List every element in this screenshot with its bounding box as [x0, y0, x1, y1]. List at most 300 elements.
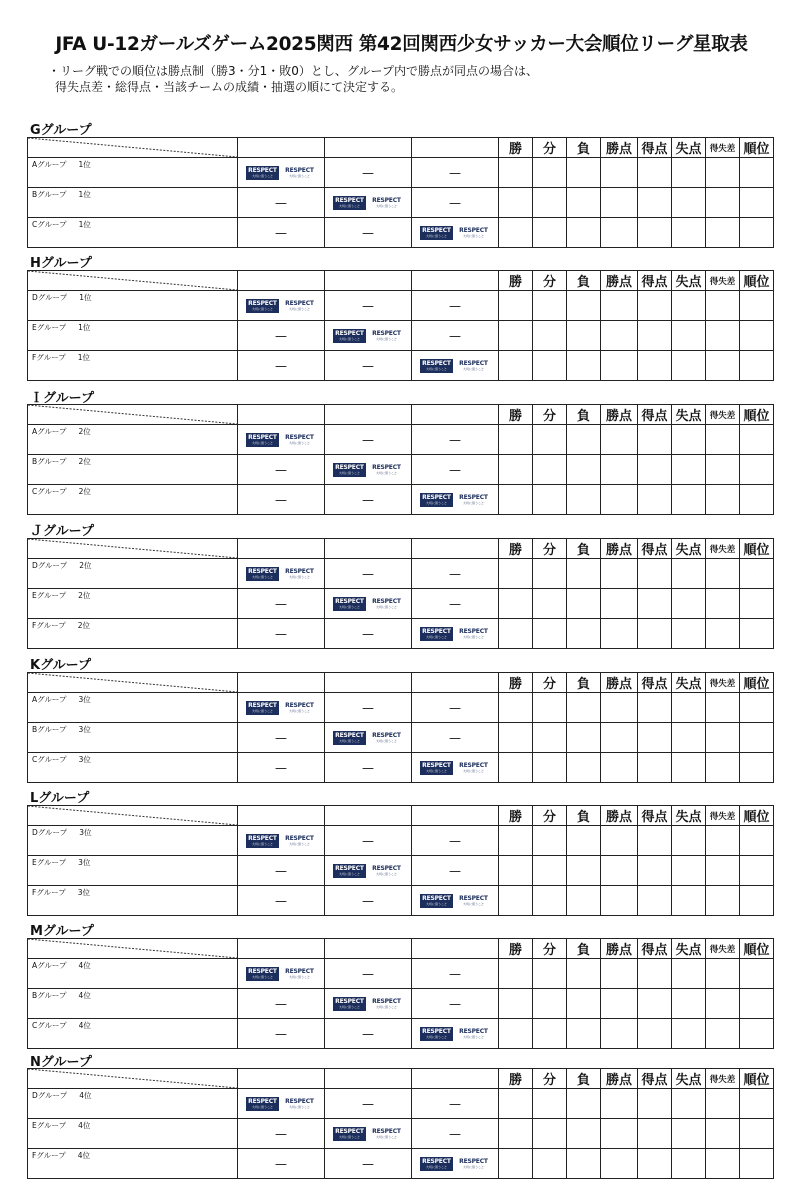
stat-cell[interactable]: [567, 291, 601, 321]
stat-cell[interactable]: [533, 693, 567, 723]
respect-logo-light: [457, 627, 490, 641]
stat-cell[interactable]: [638, 218, 672, 248]
stat-cell[interactable]: [499, 351, 533, 381]
stat-cell[interactable]: [706, 291, 740, 321]
respect-logos: [412, 493, 498, 507]
stat-cell[interactable]: [567, 188, 601, 218]
stat-cell[interactable]: [638, 559, 672, 589]
opponent-header-cell: [238, 271, 325, 291]
stat-header: 順位: [740, 405, 774, 425]
stat-cell[interactable]: [706, 693, 740, 723]
stat-cell[interactable]: [740, 989, 774, 1019]
match-result-cell: —: [238, 856, 325, 886]
stat-cell[interactable]: [638, 1119, 672, 1149]
stat-cell[interactable]: [601, 351, 638, 381]
match-result-cell: —: [325, 425, 412, 455]
stat-cell[interactable]: [533, 425, 567, 455]
stat-cell[interactable]: [601, 753, 638, 783]
respect-logo-dark: [333, 997, 366, 1011]
match-result-cell: —: [238, 886, 325, 916]
stat-cell[interactable]: [601, 485, 638, 515]
respect-logos: [238, 701, 324, 715]
stat-cell[interactable]: [533, 1019, 567, 1049]
stat-cell[interactable]: [672, 589, 706, 619]
stat-cell[interactable]: [740, 753, 774, 783]
self-match-cell: [238, 559, 325, 589]
stat-cell[interactable]: [740, 455, 774, 485]
stat-cell[interactable]: [567, 158, 601, 188]
stat-cell[interactable]: [672, 425, 706, 455]
table-row: [28, 723, 774, 753]
self-match-cell: [238, 693, 325, 723]
stat-cell[interactable]: [706, 351, 740, 381]
stat-cell[interactable]: [740, 826, 774, 856]
logo-subtext: 大切に思うこと: [462, 1034, 484, 1039]
stat-cell[interactable]: [499, 218, 533, 248]
match-result-cell: —: [325, 1019, 412, 1049]
diagonal-corner-cell: [28, 271, 238, 291]
stat-cell[interactable]: [638, 485, 672, 515]
stat-cell[interactable]: [567, 693, 601, 723]
stat-cell[interactable]: [567, 989, 601, 1019]
stat-cell[interactable]: [601, 1019, 638, 1049]
stat-cell[interactable]: [672, 989, 706, 1019]
stat-cell[interactable]: [499, 693, 533, 723]
stat-cell[interactable]: [499, 1119, 533, 1149]
opponent-header-cell: [325, 1069, 412, 1089]
stat-cell[interactable]: [567, 1149, 601, 1179]
stat-cell[interactable]: [740, 425, 774, 455]
stat-cell[interactable]: [499, 455, 533, 485]
stat-cell[interactable]: [706, 619, 740, 649]
stat-cell[interactable]: [740, 959, 774, 989]
respect-logos: [325, 329, 411, 343]
logo-subtext: 大切に思うこと: [462, 768, 484, 773]
stat-cell[interactable]: [740, 856, 774, 886]
stat-cell[interactable]: [706, 559, 740, 589]
respect-logo-light: [457, 1027, 490, 1041]
respect-logos: [412, 761, 498, 775]
stat-header: 失点: [672, 271, 706, 291]
stat-cell[interactable]: [499, 1089, 533, 1119]
team-group: Cグループ: [32, 220, 67, 229]
stat-cell[interactable]: [706, 485, 740, 515]
logo-subtext: 大切に思うこと: [338, 203, 360, 208]
stat-cell[interactable]: [567, 826, 601, 856]
team-group: Aグループ: [32, 160, 67, 169]
stat-header: 負: [567, 1069, 601, 1089]
team-name: [32, 960, 91, 971]
stat-cell[interactable]: [672, 455, 706, 485]
stat-cell[interactable]: [638, 619, 672, 649]
stat-cell[interactable]: [638, 959, 672, 989]
stat-cell[interactable]: [706, 1119, 740, 1149]
match-result-cell: —: [325, 351, 412, 381]
respect-logo-dark: [420, 1157, 453, 1171]
stat-cell[interactable]: [706, 425, 740, 455]
match-result-cell: —: [412, 321, 499, 351]
stat-cell[interactable]: [740, 218, 774, 248]
stat-cell[interactable]: [638, 826, 672, 856]
stat-cell[interactable]: [672, 959, 706, 989]
team-cell: [28, 321, 238, 351]
table-row: [28, 826, 774, 856]
stat-cell[interactable]: [672, 619, 706, 649]
stat-cell[interactable]: [638, 753, 672, 783]
stat-cell[interactable]: [672, 291, 706, 321]
team-cell: [28, 753, 238, 783]
stat-cell[interactable]: [601, 321, 638, 351]
stat-cell[interactable]: [740, 291, 774, 321]
stat-cell[interactable]: [567, 559, 601, 589]
stat-cell[interactable]: [499, 589, 533, 619]
team-cell: [28, 619, 238, 649]
stat-cell[interactable]: [672, 1149, 706, 1179]
stat-header: 負: [567, 539, 601, 559]
stat-cell[interactable]: [672, 1019, 706, 1049]
logo-subtext: 大切に思うこと: [251, 708, 273, 713]
stat-cell[interactable]: [601, 723, 638, 753]
stat-header: 勝: [499, 673, 533, 693]
table-header-row: [28, 271, 774, 291]
stat-header: 得失差: [706, 405, 740, 425]
logo-text: RESPECT: [285, 701, 314, 709]
stat-cell[interactable]: [601, 291, 638, 321]
team-cell: [28, 886, 238, 916]
stat-cell[interactable]: [601, 218, 638, 248]
stat-cell[interactable]: [672, 1089, 706, 1119]
logo-text: RESPECT: [372, 731, 401, 739]
match-result-cell: —: [325, 886, 412, 916]
team-rank: 2位: [78, 457, 91, 466]
team-cell: [28, 485, 238, 515]
logo-subtext: 大切に思うこと: [462, 634, 484, 639]
stat-cell[interactable]: [567, 886, 601, 916]
stat-cell[interactable]: [567, 589, 601, 619]
respect-logos: [412, 226, 498, 240]
stat-cell[interactable]: [601, 425, 638, 455]
respect-logo-dark: [420, 493, 453, 507]
stat-cell[interactable]: [567, 619, 601, 649]
stat-cell[interactable]: [533, 1119, 567, 1149]
stat-cell[interactable]: [567, 753, 601, 783]
stat-cell[interactable]: [533, 589, 567, 619]
stat-cell[interactable]: [533, 485, 567, 515]
stat-cell[interactable]: [499, 989, 533, 1019]
stat-cell[interactable]: [638, 321, 672, 351]
stat-cell[interactable]: [533, 753, 567, 783]
stat-cell[interactable]: [499, 291, 533, 321]
stat-cell[interactable]: [706, 1149, 740, 1179]
stat-cell[interactable]: [533, 321, 567, 351]
stat-cell[interactable]: [533, 158, 567, 188]
stat-cell[interactable]: [740, 619, 774, 649]
logo-subtext: 大切に思うこと: [375, 604, 397, 609]
team-cell: [28, 1089, 238, 1119]
stat-cell[interactable]: [533, 559, 567, 589]
stat-cell[interactable]: [638, 886, 672, 916]
stat-header: 分: [533, 806, 567, 826]
stat-cell[interactable]: [638, 351, 672, 381]
stat-cell[interactable]: [567, 856, 601, 886]
stat-cell[interactable]: [601, 1149, 638, 1179]
stat-cell[interactable]: [672, 753, 706, 783]
stat-cell[interactable]: [499, 959, 533, 989]
stat-cell[interactable]: [740, 1149, 774, 1179]
stat-cell[interactable]: [740, 559, 774, 589]
stat-cell[interactable]: [601, 959, 638, 989]
stat-cell[interactable]: [499, 1149, 533, 1179]
stat-cell[interactable]: [672, 856, 706, 886]
stat-header: 分: [533, 271, 567, 291]
stat-cell[interactable]: [499, 1019, 533, 1049]
diagonal-corner-cell: [28, 405, 238, 425]
stat-cell[interactable]: [533, 826, 567, 856]
stat-cell[interactable]: [533, 1089, 567, 1119]
self-match-cell: [238, 425, 325, 455]
stat-cell[interactable]: [740, 158, 774, 188]
stat-cell[interactable]: [638, 589, 672, 619]
stat-cell[interactable]: [601, 619, 638, 649]
logo-text: RESPECT: [459, 493, 488, 501]
logo-subtext: 大切に思うこと: [425, 233, 447, 238]
stat-cell[interactable]: [499, 321, 533, 351]
stat-cell[interactable]: [672, 188, 706, 218]
stat-cell[interactable]: [533, 723, 567, 753]
match-result-cell: —: [238, 1149, 325, 1179]
stat-cell[interactable]: [533, 989, 567, 1019]
opponent-header-cell: [238, 673, 325, 693]
stat-cell[interactable]: [740, 188, 774, 218]
logo-subtext: 大切に思うこと: [375, 871, 397, 876]
stat-cell[interactable]: [706, 723, 740, 753]
group-label: Lグループ: [30, 791, 90, 806]
stat-cell[interactable]: [706, 856, 740, 886]
respect-logo-dark: [246, 967, 279, 981]
stat-cell[interactable]: [567, 1119, 601, 1149]
stat-cell[interactable]: [601, 1089, 638, 1119]
stat-cell[interactable]: [533, 959, 567, 989]
stat-cell[interactable]: [638, 158, 672, 188]
stat-cell[interactable]: [672, 826, 706, 856]
logo-text: RESPECT: [335, 463, 364, 471]
respect-logos: [412, 1027, 498, 1041]
stat-cell[interactable]: [567, 218, 601, 248]
table-row: [28, 989, 774, 1019]
respect-logo-light: [370, 997, 403, 1011]
stat-cell[interactable]: [706, 589, 740, 619]
stat-cell[interactable]: [499, 723, 533, 753]
stat-cell[interactable]: [601, 693, 638, 723]
stat-cell[interactable]: [706, 989, 740, 1019]
stat-cell[interactable]: [706, 753, 740, 783]
stat-cell[interactable]: [740, 1089, 774, 1119]
stat-cell[interactable]: [533, 1149, 567, 1179]
self-match-cell: [325, 856, 412, 886]
team-cell: [28, 291, 238, 321]
stat-cell[interactable]: [601, 856, 638, 886]
self-match-cell: [412, 753, 499, 783]
stat-cell[interactable]: [706, 188, 740, 218]
stat-cell[interactable]: [740, 321, 774, 351]
stat-cell[interactable]: [638, 455, 672, 485]
opponent-header-cell: [325, 405, 412, 425]
stat-cell[interactable]: [672, 321, 706, 351]
stat-cell[interactable]: [740, 723, 774, 753]
stat-cell[interactable]: [706, 826, 740, 856]
team-cell: [28, 351, 238, 381]
team-name: [32, 857, 90, 868]
stat-cell[interactable]: [567, 321, 601, 351]
stat-cell[interactable]: [567, 1089, 601, 1119]
stat-cell[interactable]: [638, 425, 672, 455]
stat-cell[interactable]: [601, 559, 638, 589]
match-result-cell: —: [325, 959, 412, 989]
match-result-cell: —: [412, 1089, 499, 1119]
stat-cell[interactable]: [533, 455, 567, 485]
stat-cell[interactable]: [601, 589, 638, 619]
stat-cell[interactable]: [499, 425, 533, 455]
stat-cell[interactable]: [601, 158, 638, 188]
logo-subtext: 大切に思うこと: [251, 306, 273, 311]
logo-text: RESPECT: [372, 329, 401, 337]
stat-cell[interactable]: [499, 753, 533, 783]
stat-cell[interactable]: [672, 158, 706, 188]
stat-cell[interactable]: [601, 826, 638, 856]
stat-cell[interactable]: [499, 485, 533, 515]
stat-cell[interactable]: [638, 1149, 672, 1179]
stat-cell[interactable]: [533, 218, 567, 248]
stat-cell[interactable]: [499, 559, 533, 589]
stat-cell[interactable]: [499, 158, 533, 188]
stat-cell[interactable]: [533, 886, 567, 916]
stat-cell[interactable]: [601, 188, 638, 218]
opponent-header-cell: [238, 405, 325, 425]
match-result-cell: —: [238, 989, 325, 1019]
stat-cell[interactable]: [672, 485, 706, 515]
stat-cell[interactable]: [567, 485, 601, 515]
logo-text: RESPECT: [422, 493, 451, 501]
team-cell: [28, 455, 238, 485]
stat-cell[interactable]: [672, 351, 706, 381]
stat-cell[interactable]: [499, 826, 533, 856]
team-rank: 1位: [78, 190, 91, 199]
stat-cell[interactable]: [706, 455, 740, 485]
stat-cell[interactable]: [740, 351, 774, 381]
team-name: [32, 352, 90, 363]
opponent-header-cell: [238, 138, 325, 158]
stat-cell[interactable]: [638, 693, 672, 723]
stat-cell[interactable]: [672, 218, 706, 248]
stat-cell[interactable]: [601, 1119, 638, 1149]
stat-cell[interactable]: [533, 856, 567, 886]
team-group: Cグループ: [32, 1021, 67, 1030]
group-label: Kグループ: [30, 658, 92, 673]
stat-cell[interactable]: [706, 218, 740, 248]
stat-cell[interactable]: [567, 723, 601, 753]
match-result-cell: —: [412, 455, 499, 485]
stat-cell[interactable]: [740, 693, 774, 723]
stat-cell[interactable]: [638, 989, 672, 1019]
table-row: [28, 351, 774, 381]
stat-header: 負: [567, 939, 601, 959]
stat-header: 得点: [638, 806, 672, 826]
stat-cell[interactable]: [601, 886, 638, 916]
stat-cell[interactable]: [638, 856, 672, 886]
stat-cell[interactable]: [533, 188, 567, 218]
standings-table: [27, 805, 774, 916]
stat-header: 得点: [638, 539, 672, 559]
stat-cell[interactable]: [740, 589, 774, 619]
stat-cell[interactable]: [499, 856, 533, 886]
table-row: [28, 1089, 774, 1119]
stat-header: 順位: [740, 138, 774, 158]
respect-logo-dark: [333, 329, 366, 343]
respect-logo-light: [283, 834, 316, 848]
stat-cell[interactable]: [567, 1019, 601, 1049]
stat-cell[interactable]: [533, 619, 567, 649]
logo-text: RESPECT: [335, 731, 364, 739]
stat-cell[interactable]: [567, 351, 601, 381]
stat-cell[interactable]: [638, 291, 672, 321]
stat-cell[interactable]: [567, 959, 601, 989]
team-rank: 3位: [79, 828, 92, 837]
logo-text: RESPECT: [248, 299, 277, 307]
opponent-header-cell: [238, 939, 325, 959]
stat-cell[interactable]: [706, 1019, 740, 1049]
stat-cell[interactable]: [672, 723, 706, 753]
stat-cell[interactable]: [638, 188, 672, 218]
stat-cell[interactable]: [740, 1119, 774, 1149]
stat-cell[interactable]: [533, 351, 567, 381]
logo-subtext: 大切に思うこと: [251, 1104, 273, 1109]
team-rank: 4位: [78, 991, 91, 1000]
stat-cell[interactable]: [567, 425, 601, 455]
stat-cell[interactable]: [499, 188, 533, 218]
stat-cell[interactable]: [533, 291, 567, 321]
stat-cell[interactable]: [672, 559, 706, 589]
team-group: Fグループ: [32, 1151, 66, 1160]
respect-logos: [325, 731, 411, 745]
stat-cell[interactable]: [740, 485, 774, 515]
stat-cell[interactable]: [706, 158, 740, 188]
stat-cell[interactable]: [601, 989, 638, 1019]
team-rank: 4位: [78, 1121, 91, 1130]
stat-cell[interactable]: [706, 321, 740, 351]
stat-cell[interactable]: [601, 455, 638, 485]
stat-cell[interactable]: [672, 1119, 706, 1149]
team-group: Cグループ: [32, 487, 67, 496]
stat-cell[interactable]: [706, 1089, 740, 1119]
stat-cell[interactable]: [638, 723, 672, 753]
logo-text: RESPECT: [285, 299, 314, 307]
stat-cell[interactable]: [706, 886, 740, 916]
stat-cell[interactable]: [672, 693, 706, 723]
respect-logos: [238, 166, 324, 180]
stat-cell[interactable]: [672, 886, 706, 916]
team-group: Dグループ: [32, 293, 68, 302]
stat-cell[interactable]: [567, 455, 601, 485]
stat-cell[interactable]: [499, 619, 533, 649]
stat-cell[interactable]: [706, 959, 740, 989]
stat-cell[interactable]: [740, 1019, 774, 1049]
stat-cell[interactable]: [740, 886, 774, 916]
stat-cell[interactable]: [638, 1089, 672, 1119]
stat-cell[interactable]: [499, 886, 533, 916]
stat-header: 負: [567, 138, 601, 158]
stat-cell[interactable]: [638, 1019, 672, 1049]
team-name: [32, 456, 91, 467]
